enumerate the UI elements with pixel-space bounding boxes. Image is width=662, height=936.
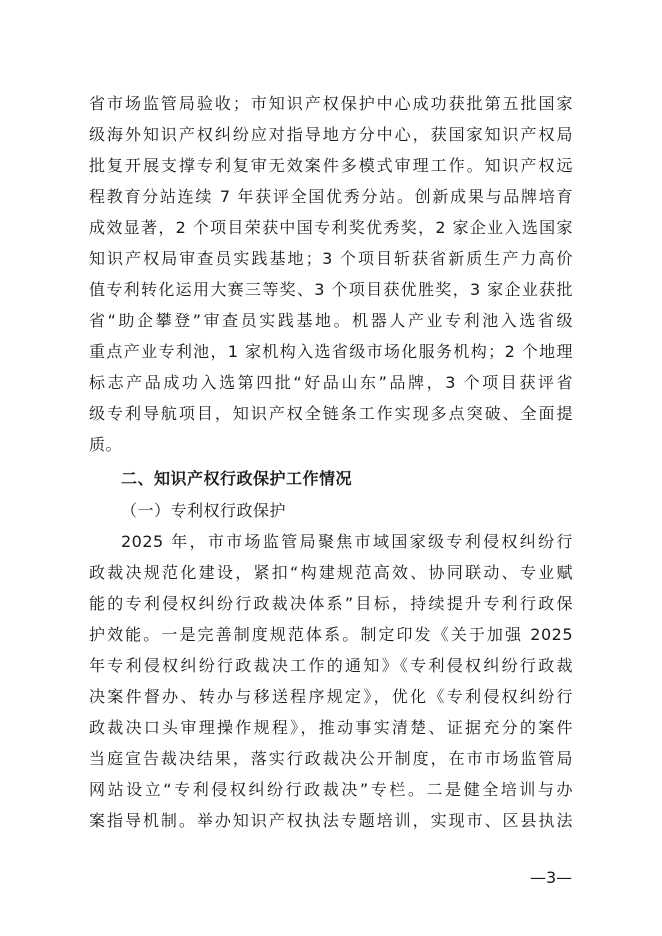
body-text-line: 重点产业专利池，1 家机构入选省级市场化服务机构；2 个地理 [89, 342, 573, 361]
body-text-line: 质。 [89, 435, 123, 454]
body-text-line: 省“助企攀登”审查员实践基地。机器人产业专利池入选省级 [89, 311, 573, 330]
subsection-heading: （一）专利权行政保护 [121, 501, 287, 520]
body-text-line: 省市场监管局验收；市知识产权保护中心成功获批第五批国家 [89, 94, 573, 113]
body-text-line: 网站设立“专利侵权纠纷行政裁决”专栏。二是健全培训与办 [89, 780, 573, 799]
body-text-line: 成效显著，2 个项目荣获中国专利奖优秀奖，2 家企业入选国家 [89, 218, 573, 237]
body-text-line: 值专利转化运用大赛三等奖、3 个项目获优胜奖，3 家企业获批 [89, 280, 573, 299]
paragraph-first-line: 2025 年，市市场监管局聚焦市域国家级专利侵权纠纷行 [121, 532, 573, 551]
body-text-line: 当庭宣告裁决结果，落实行政裁决公开制度，在市市场监管局 [89, 749, 573, 768]
body-text-line: 批复开展支撑专利复审无效案件多模式审理工作。知识产权远 [89, 156, 573, 175]
body-text-line: 程教育分站连续 7 年获评全国优秀分站。创新成果与品牌培育 [89, 187, 573, 206]
section-heading: 二、知识产权行政保护工作情况 [121, 469, 353, 488]
body-text-line: 标志产品成功入选第四批“好品山东”品牌，3 个项目获评省 [89, 373, 573, 392]
body-text-line: 级专利导航项目，知识产权全链条工作实现多点突破、全面提 [89, 404, 573, 423]
page-number: —3— [530, 868, 573, 887]
body-text-line: 年专利侵权纠纷行政裁决工作的通知》《专利侵权纠纷行政裁 [89, 656, 573, 675]
body-text-line: 护效能。一是完善制度规范体系。制定印发《关于加强 2025 [89, 625, 573, 644]
body-text-line: 能的专利侵权纠纷行政裁决体系”目标，持续提升专利行政保 [89, 594, 573, 613]
body-text-line: 政裁决规范化建设，紧扣“构建规范高效、协同联动、专业赋 [89, 563, 573, 582]
body-text-line: 政裁决口头审理操作规程》，推动事实清楚、证据充分的案件 [89, 718, 573, 737]
body-text-line: 知识产权局审查员实践基地；3 个项目斩获省新质生产力高价 [89, 249, 573, 268]
body-text-line: 级海外知识产权纠纷应对指导地方分中心，获国家知识产权局 [89, 125, 573, 144]
body-text-line: 决案件督办、转办与移送程序规定》，优化《专利侵权纠纷行 [89, 687, 573, 706]
body-text-line: 案指导机制。举办知识产权执法专题培训，实现市、区县执法 [89, 811, 573, 830]
